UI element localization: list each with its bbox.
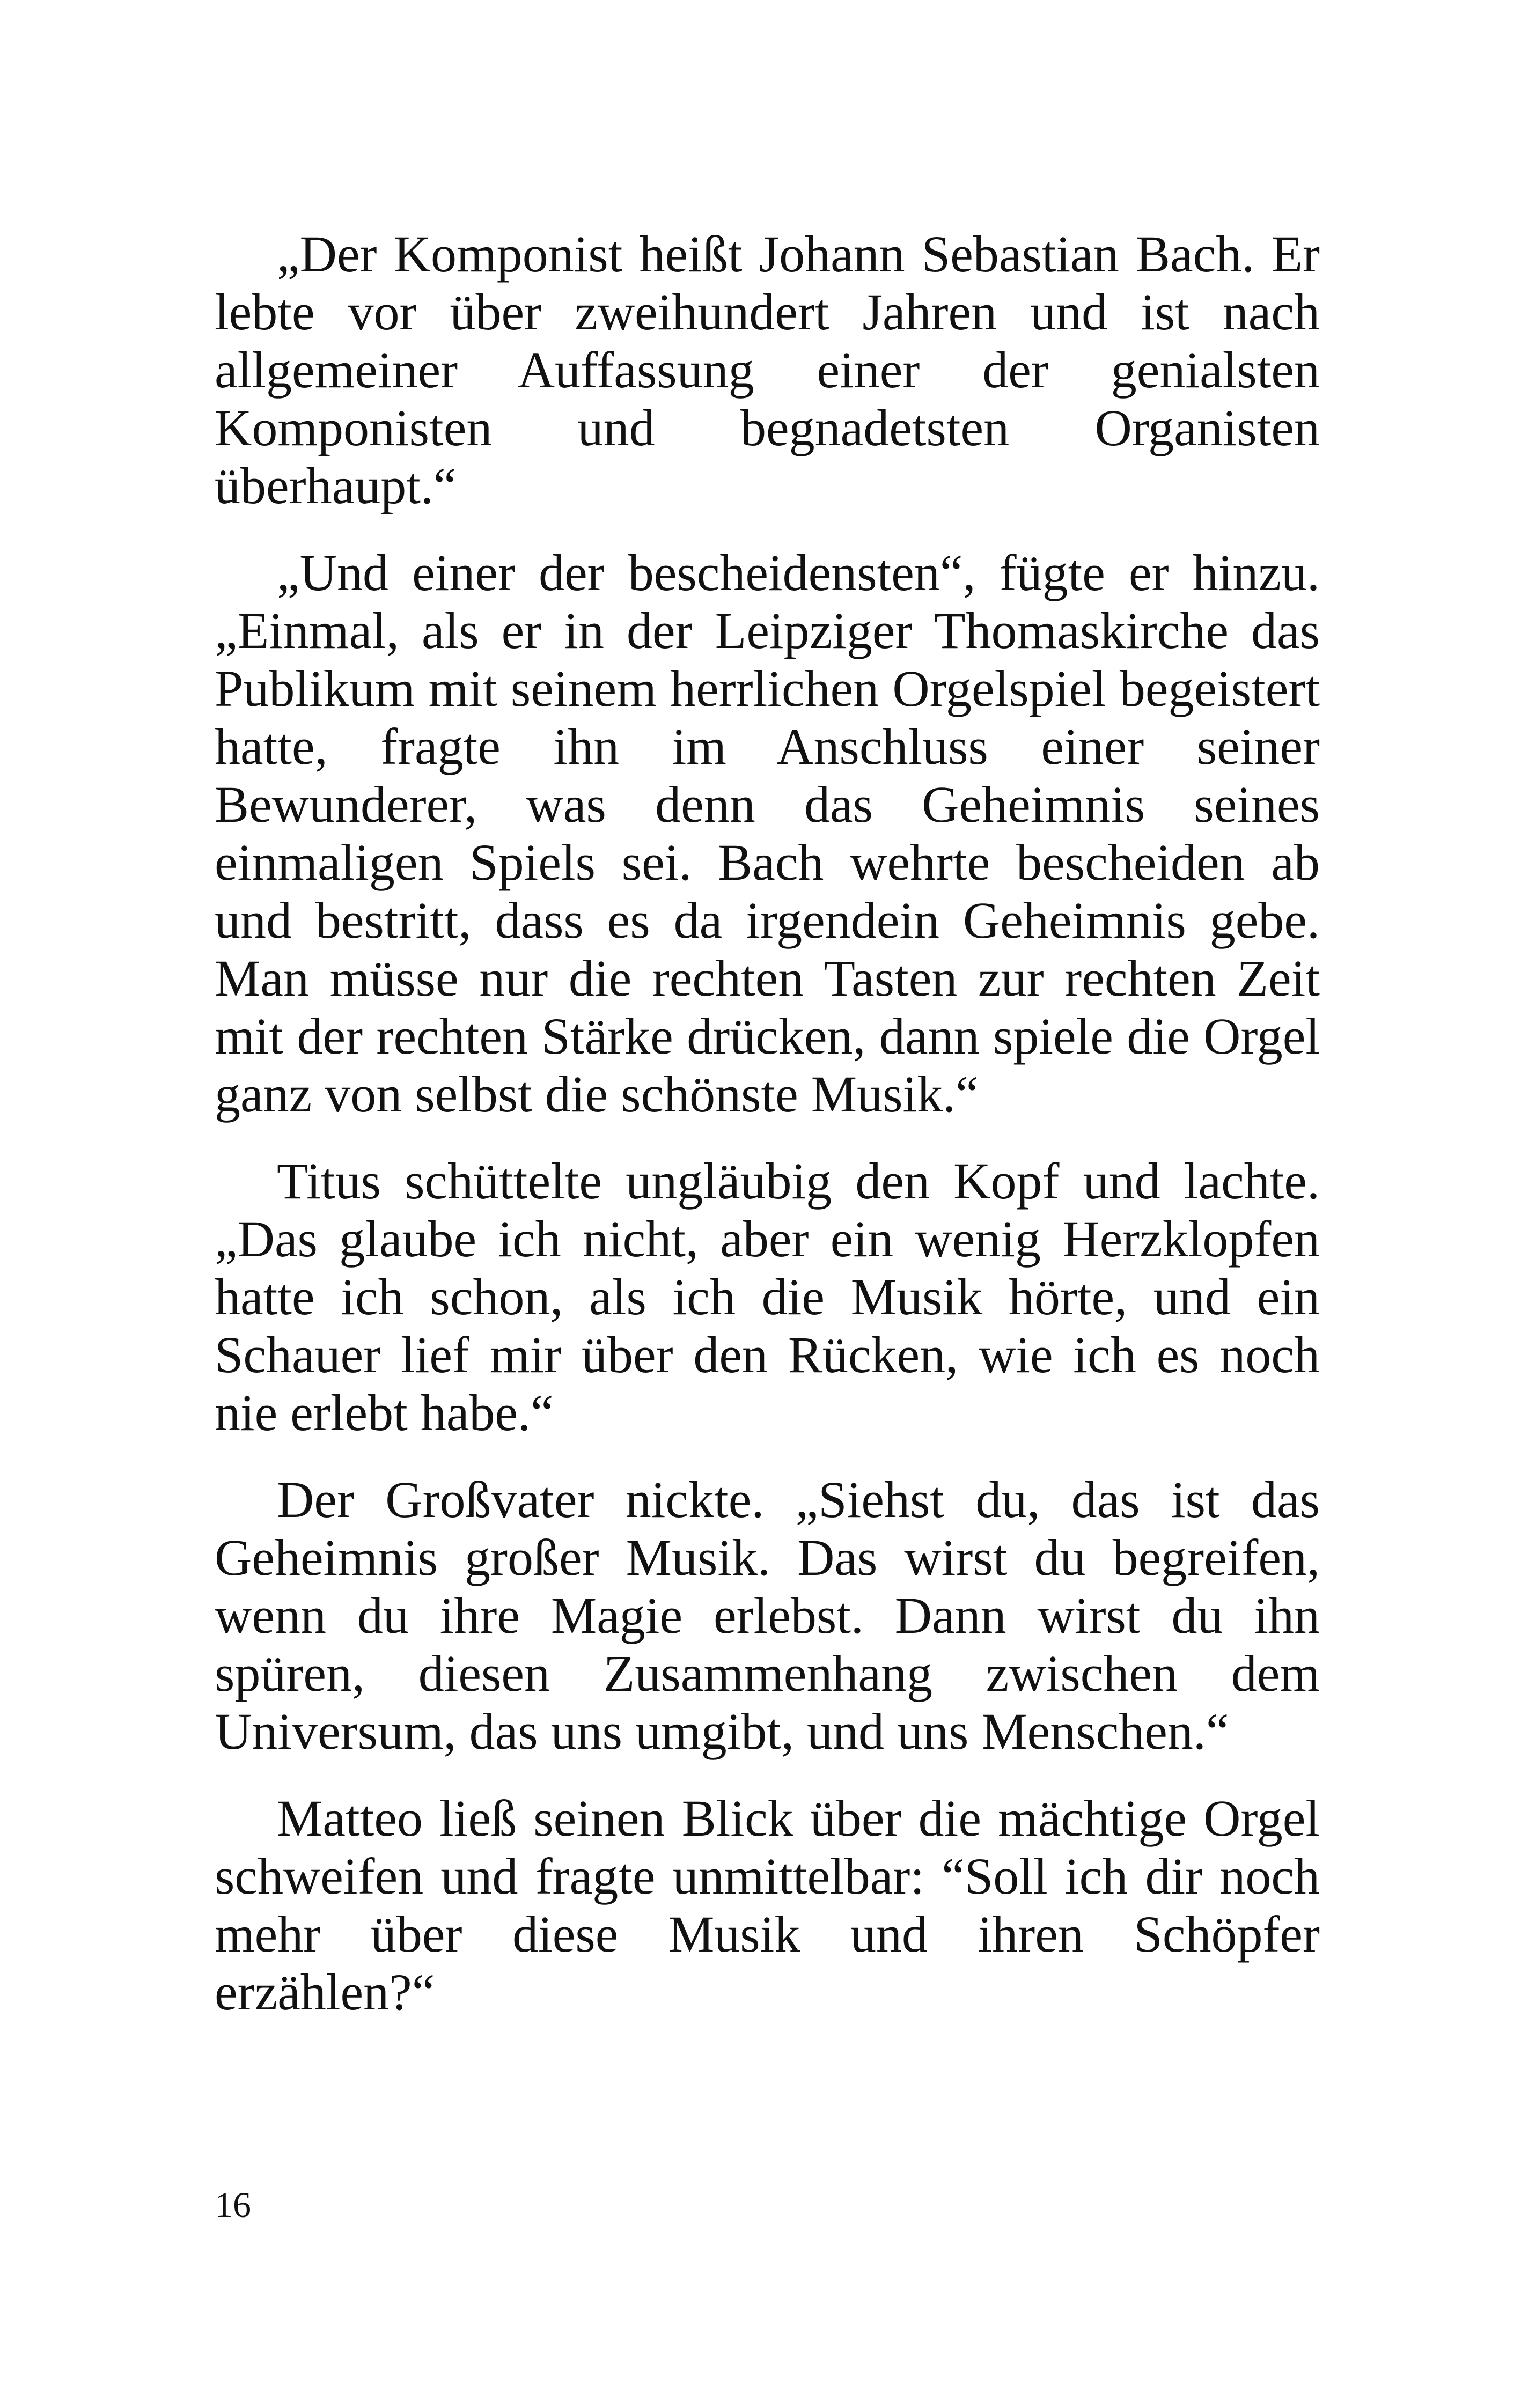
paragraph: Der Großvater nickte. „Siehst du, das ist das Geheimnis großer Musik. Das wirst du begreifen, wenn du ihre Magie erlebst. Dann wirst du ihn spüren, diesen Zusammenhang zwischen dem Universum, das uns umgibt, und uns Menschen.“ [215, 1471, 1320, 1760]
paragraph: „Und einer der bescheidensten“, fügte er hinzu. „Einmal, als er in der Leipziger Thomaskirche das Publikum mit seinem herrlichen Orgelspiel begeistert hatte, fragte ihn im Anschluss einer seiner Bewunderer, was denn das Geheimnis seines einmaligen Spiels sei. Bach wehrte bescheiden ab und bestritt, dass es da irgendein Geheimnis gebe. Man müsse nur die rechten Tasten zur rechten Zeit mit der rechten Stärke drücken, dann spiele die Orgel ganz von selbst die schönste Musik.“ [215, 544, 1320, 1123]
page-number: 16 [215, 2184, 251, 2225]
body-text [215, 225, 1320, 2050]
paragraph: „Der Komponist heißt Johann Sebastian Bach. Er lebte vor über zweihundert Jahren und ist nach allgemeiner Auffassung einer der genialsten Komponisten und begnadetsten Organisten überhaupt.“ [215, 225, 1320, 514]
paragraph: Matteo ließ seinen Blick über die mächtige Orgel schweifen und fragte unmittelbar: “Soll ich dir noch mehr über diese Musik und ihren Schöpfer erzählen?“ [215, 1790, 1320, 2021]
paragraph: Titus schüttelte ungläubig den Kopf und lachte. „Das glaube ich nicht, aber ein wenig Herzklopfen hatte ich schon, als ich die Musik hörte, und ein Schauer lief mir über den Rücken, wie ich es noch nie erlebt habe.“ [215, 1152, 1320, 1441]
